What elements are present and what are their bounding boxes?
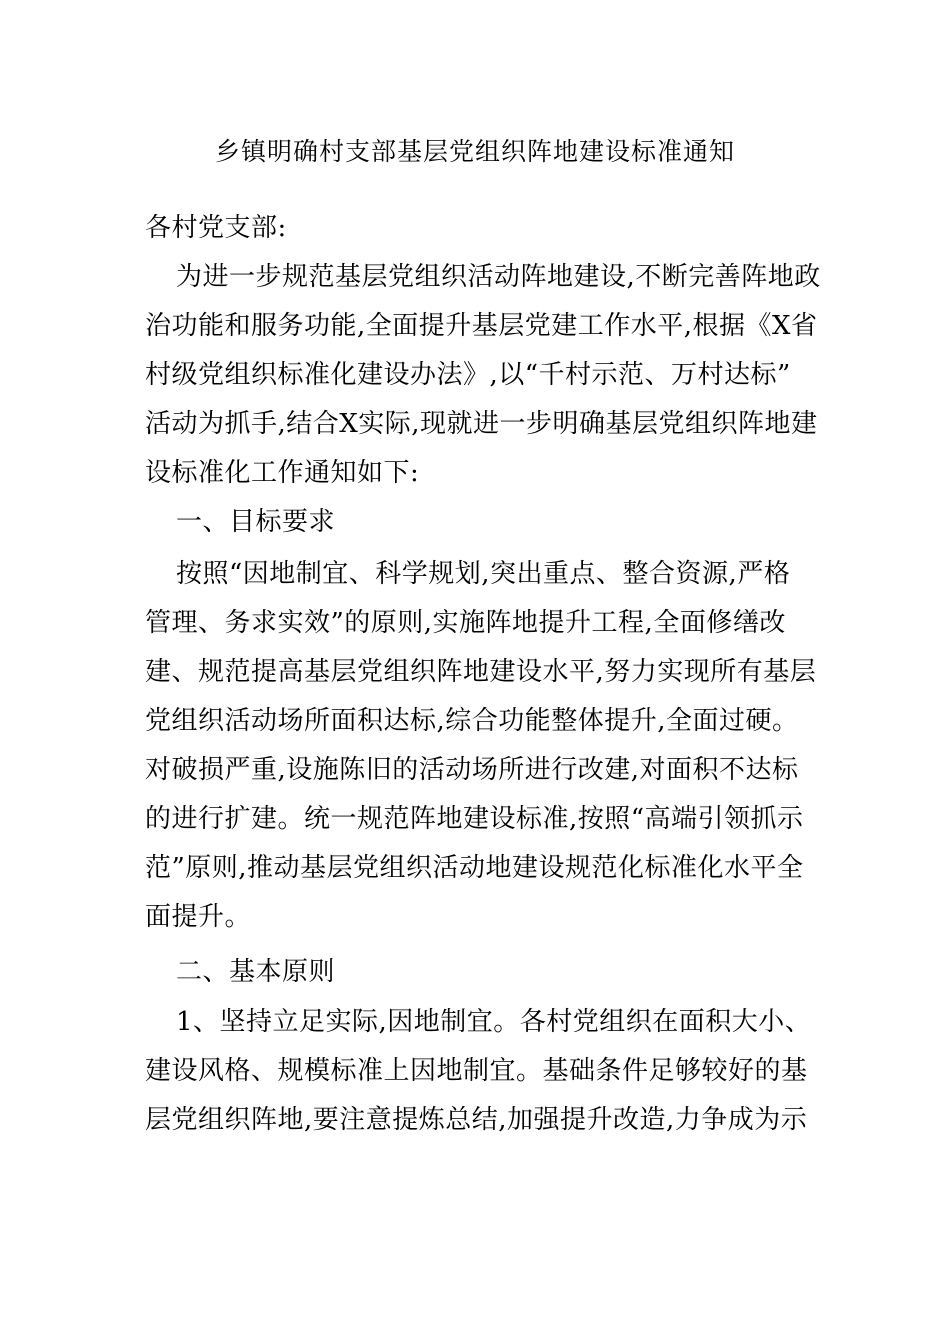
paragraph-line: 范”原则,推动基层党组织活动地建设规范化标准化水平全 <box>145 853 804 883</box>
section-heading: 一、目标要求 <box>176 507 336 537</box>
paragraph-line: 治功能和服务功能,全面提升基层党建工作水平,根据《X省 <box>145 311 818 341</box>
paragraph-line: 1、坚持立足实际,因地制宜。各村党组织在面积大小、 <box>176 1007 812 1037</box>
paragraph-line: 设标准化工作通知如下: <box>145 458 420 488</box>
paragraph-line: 层党组织阵地,要注意提炼总结,加强提升改造,力争成为示 <box>145 1105 808 1135</box>
paragraph-line: 对破损严重,设施陈旧的活动场所进行改建,对面积不达标 <box>145 755 799 785</box>
paragraph-line: 的进行扩建。统一规范阵地建设标准,按照“高端引领抓示 <box>145 804 804 834</box>
document-title: 乡镇明确村支部基层党组织阵地建设标准通知 <box>214 137 735 166</box>
section-heading: 二、基本原则 <box>176 957 336 987</box>
salutation: 各村党支部: <box>145 213 287 243</box>
paragraph-line: 活动为抓手,结合X实际,现就进一步明确基层党组织阵地建 <box>145 409 818 439</box>
paragraph-line: 建、规范提高基层党组织阵地建设水平,努力实现所有基层 <box>145 657 817 687</box>
paragraph-line: 面提升。 <box>145 902 252 932</box>
paragraph-line: 建设风格、规模标准上因地制宜。基础条件足够较好的基 <box>145 1056 808 1086</box>
paragraph-line: 党组织活动场所面积达标,综合功能整体提升,全面过硬。 <box>145 706 799 736</box>
paragraph-line: 村级党组织标准化建设办法》,以“千村示范、万村达标” <box>145 360 791 390</box>
paragraph-line: 管理、务求实效”的原则,实施阵地提升工程,全面修缮改 <box>145 608 786 638</box>
paragraph-line: 按照“因地制宜、科学规划,突出重点、整合资源,严格 <box>176 559 791 589</box>
paragraph-line: 为进一步规范基层党组织活动阵地建设,不断完善阵地政 <box>176 262 821 292</box>
